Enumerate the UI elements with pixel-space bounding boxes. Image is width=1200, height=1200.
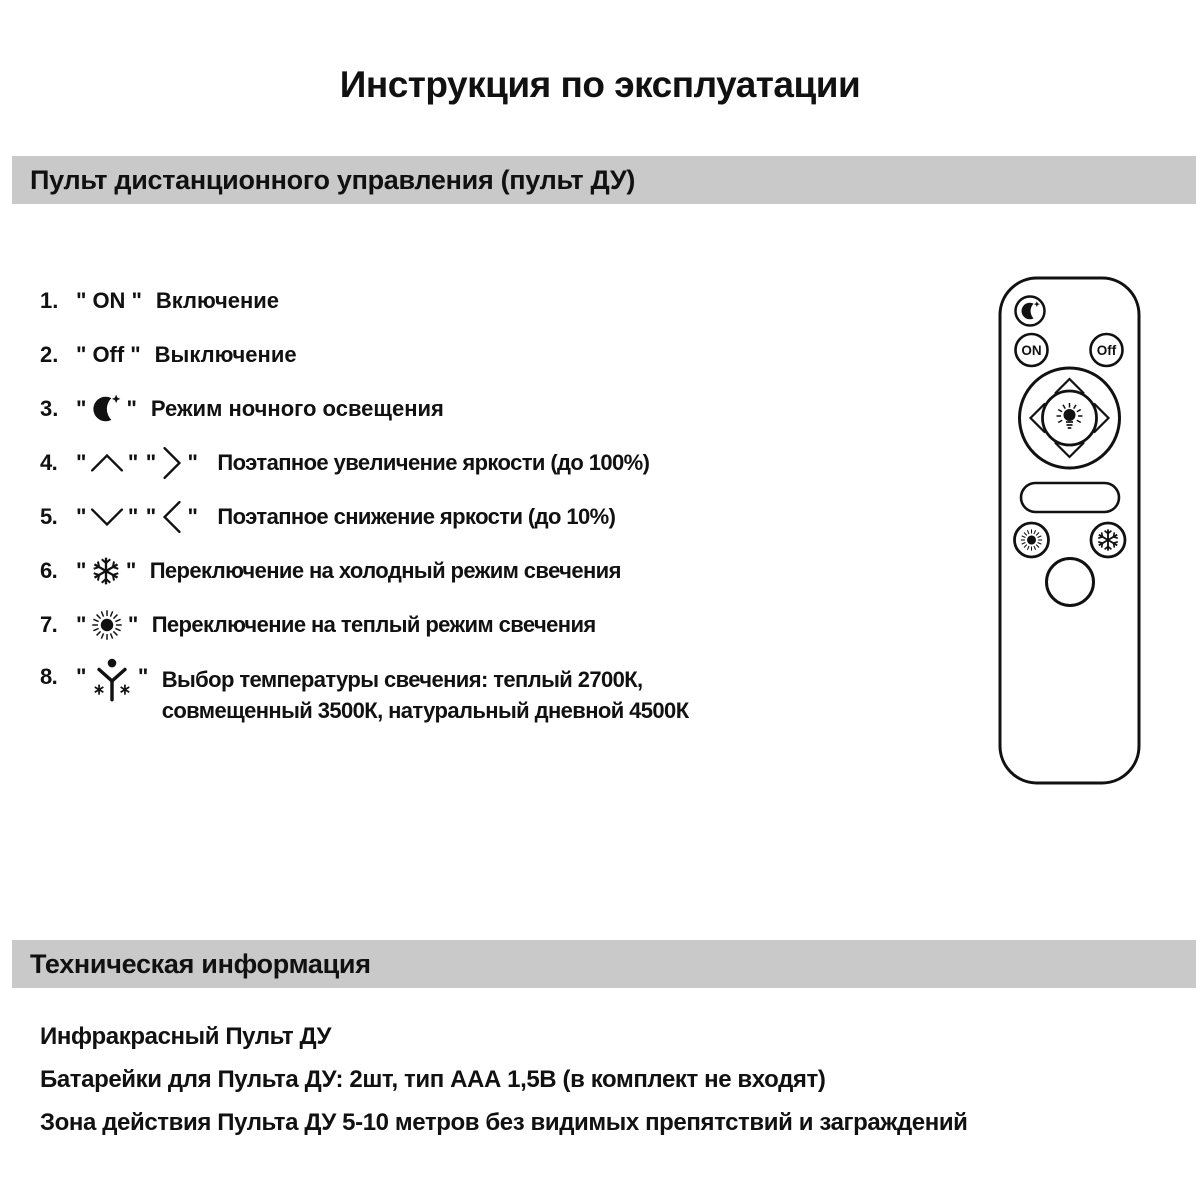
instruction-list [40,286,940,750]
quote-mark: " [145,450,156,475]
quote-mark: " [125,558,136,583]
quote-mark: " [76,504,86,529]
item-text: Включение [155,288,280,313]
section-header-tech [12,940,1196,988]
item-number: 2. [40,342,59,367]
list-item-temperature-select [40,664,940,726]
quote-mark: " [126,396,137,421]
quote-mark: " [76,558,86,583]
item-text [162,664,689,726]
chevron-right-icon [160,446,184,480]
item-text: Выключение [154,342,297,367]
quote-mark: " [76,450,86,475]
section-header-remote [12,156,1196,204]
section-header-remote-label: Пульт дистанционного управления (пульт ДУ) [30,164,636,195]
off-button-label: Off [1096,343,1117,358]
item-number: 1. [40,288,59,313]
list-item-warm-mode [40,610,940,640]
remote-illustration [997,275,1144,787]
quote-mark: " [76,396,87,421]
item-text: Переключение на холодный режим свечения [149,558,621,583]
item-number: 7. [40,612,58,637]
bright-sun-icon [90,608,124,642]
item-number: 5. [40,504,58,529]
chevron-down-icon [90,505,124,529]
snowflake-icon [90,555,122,587]
tech-info-line: Зона действия Пульта ДУ 5-10 метров без видимых препятствий и заграждений [40,1109,968,1136]
item-text: Поэтапное увеличение яркости (до 100%) [217,450,650,475]
item-text-line1: Выбор температуры свечения: теплый 2700К, [161,667,643,692]
bright-sun-icon [1021,529,1042,550]
item-text: Поэтапное снижение яркости (до 10%) [217,504,616,529]
quote-mark: " [145,504,156,529]
item-text: Режим ночного освещения [150,396,444,421]
chevron-up-icon [90,451,124,475]
quote-mark: " [187,450,198,475]
tech-info [40,1022,1180,1138]
section-header-tech-label: Техническая информация [30,948,371,979]
temperature-select-icon [90,658,134,704]
quote-mark: " [76,342,87,367]
list-item-night-mode [40,394,940,424]
item-number: 4. [40,450,58,475]
moon-crescent-icon [90,393,122,425]
chevron-left-icon [160,500,184,534]
quote-mark: " [127,612,138,637]
tech-info-line: Батарейки для Пульта ДУ: 2шт, тип ААА 1,5В (в комплект не входят) [40,1066,826,1093]
quote-mark: " [130,342,141,367]
on-button-label: ON [1021,343,1042,358]
list-item-cold-mode [40,556,940,586]
item-number: 6. [40,558,58,583]
list-item-brightness-up [40,448,940,478]
key-label-on: ON [92,288,126,313]
item-text-line2: совмещенный 3500К, натуральный дневной 4500К [161,698,689,723]
item-number: 3. [40,396,59,421]
quote-mark: " [76,612,86,637]
quote-mark: " [131,288,142,313]
quote-mark: " [76,288,87,313]
tech-info-line: Инфракрасный Пульт ДУ [40,1023,332,1050]
list-item-on [40,286,940,316]
quote-mark: " [127,450,138,475]
list-item-brightness-down [40,502,940,532]
item-number: 8. [40,664,58,689]
list-item-off [40,340,940,370]
item-text: Переключение на теплый режим свечения [151,612,596,637]
quote-mark: " [127,504,138,529]
quote-mark: " [187,504,198,529]
quote-mark: " [76,664,86,689]
quote-mark: " [137,664,148,689]
page-title: Инструкция по эксплуатации [339,64,861,105]
key-label-off: Off [92,342,125,367]
